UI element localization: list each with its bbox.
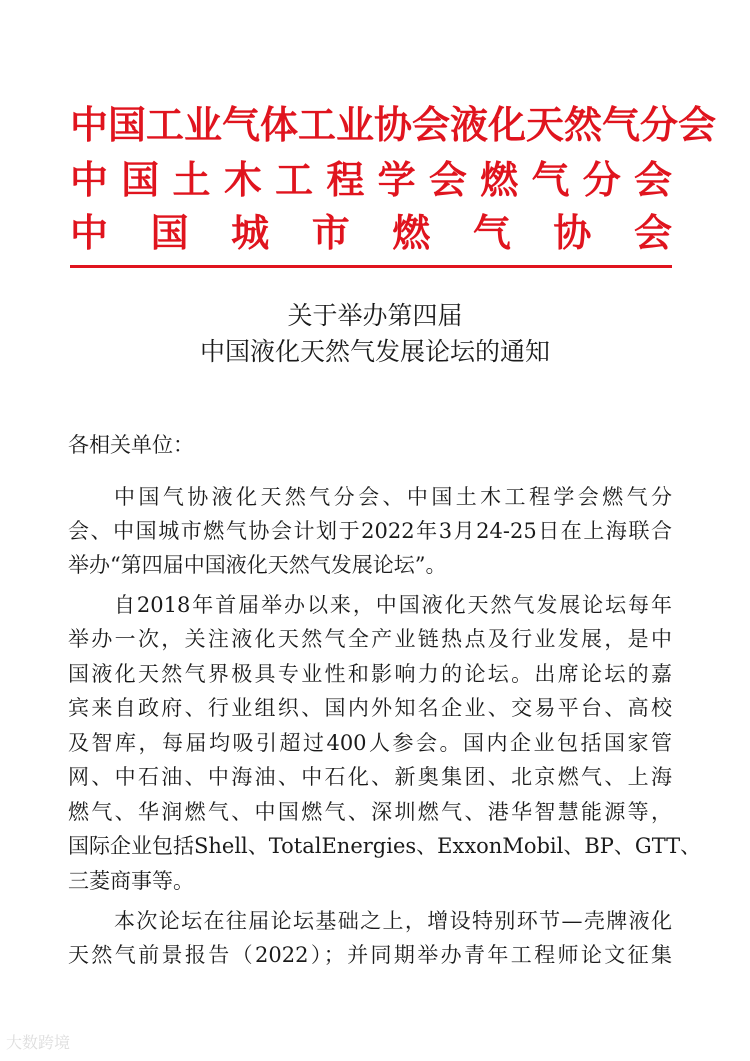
org-name-3: 中国城市燃气协会 — [70, 211, 672, 255]
body-line: 国际企业包括Shell、TotalEnergies、ExxonMobil、BP、GTT、 — [68, 834, 702, 858]
notice-title-line2: 中国液化天然气发展论坛的通知 — [199, 337, 550, 366]
body-line: 燃气、华润燃气、中国燃气、深圳燃气、港华智慧能源等， — [68, 800, 672, 824]
body-line: 国液化天然气界极具专业性和影响力的论坛。出席论坛的嘉 — [68, 662, 672, 686]
org-name-1: 中国工业气体工业协会液化天然气分会 — [70, 103, 717, 147]
body-line: 三菱商事等。 — [68, 869, 194, 893]
body-line: 举办一次，关注液化天然气全产业链热点及行业发展，是中 — [68, 627, 672, 651]
org-name-2: 中国土木工程学会燃气分会 — [70, 158, 672, 202]
body-line: 中国气协液化天然气分会、中国土木工程学会燃气分 — [114, 485, 672, 509]
body-line: 举办“第四届中国液化天然气发展论坛”。 — [68, 553, 447, 577]
body-line: 自2018年首届举办以来，中国液化天然气发展论坛每年 — [114, 593, 672, 617]
body-line: 本次论坛在往届论坛基础之上，增设特别环节—壳牌液化 — [114, 909, 672, 933]
body-line: 及智库，每届均吸引超过400人参会。国内企业包括国家管 — [68, 731, 672, 755]
notice-title-line1: 关于举办第四届 — [287, 301, 463, 330]
body-line: 天然气前景报告（2022）；并同期举办青年工程师论文征集 — [68, 943, 672, 967]
body-line: 网、中石油、中海油、中石化、新奥集团、北京燃气、上海 — [68, 765, 672, 789]
body-line: 会、中国城市燃气协会计划于2022年3月24-25日在上海联合 — [68, 519, 672, 543]
salutation: 各相关单位： — [68, 433, 194, 457]
header-divider — [70, 265, 672, 268]
watermark: 大数跨境 — [6, 1033, 71, 1052]
body-line: 宾来自政府、行业组织、国内外知名企业、交易平台、高校 — [68, 696, 672, 720]
